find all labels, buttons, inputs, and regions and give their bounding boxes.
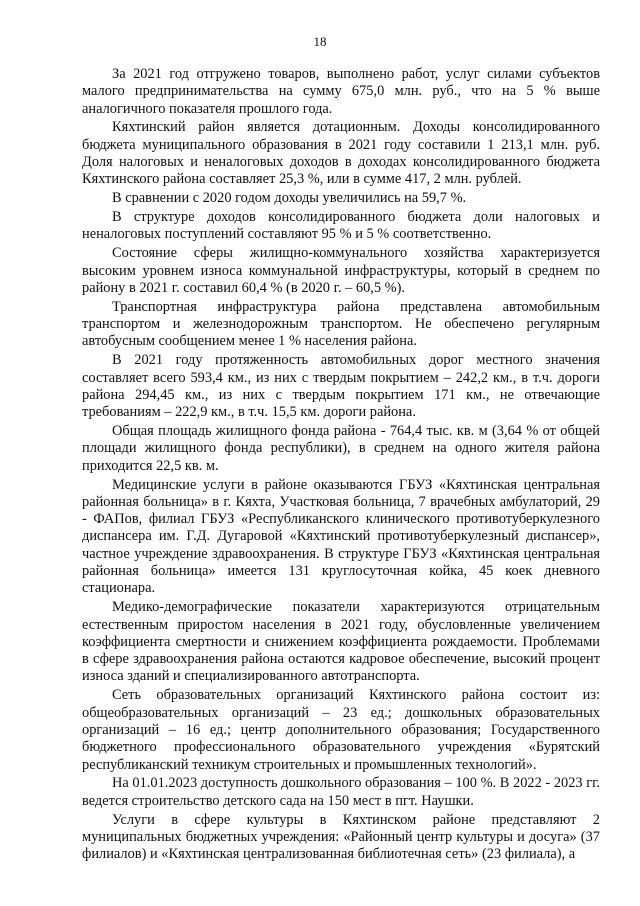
paragraph-medical-services: Медицинские услуги в районе оказываются ГБУЗ «Кяхтинская центральная районная больница» в г. Кяхта, Участковая больница, 7 врачебных амбулаторий, 29 - ФАПов, филиал ГБУЗ «Республиканского клинического противотуберкулезного диспансера им. Г.Д. Дугаровой «Кяхтинский противотуберкулезный диспансер», частное учреждение здравоохранения. В структуре ГБУЗ «Кяхтинская центральная районная больница» имеется 131 круглосуточная койка, 45 коек дневного стационара.	[82, 476, 600, 597]
paragraph-preschool: На 01.01.2023 доступность дошкольного образования – 100 %. В 2022 - 2023 гг. ведется строительство детского сада на 150 мест в пгт. Наушки.	[82, 775, 600, 809]
paragraph-revenue-growth: В сравнении с 2020 годом доходы увеличились на 59,7 %.	[112, 190, 467, 207]
paragraph-culture: Услуги в сфере культуры в Кяхтинском районе представляют 2 муниципальных бюджетных учреждения: «Районный центр культуры и досуга» (37 филиалов) и «Кяхтинская централизованная библиотечная сеть» (23 филиала), а	[82, 811, 600, 863]
paragraph-budget-revenue: Кяхтинский район является дотационным. Доходы консолидированного бюджета муниципального образования в 2021 году составили 1 213,1 млн. руб. Доля налоговых и неналоговых доходов в доходах консолидированного бюджета Кяхтинского района составляет 25,3 %, или в сумме 417, 2 млн. рублей.	[82, 119, 600, 188]
paragraph-roads: В 2021 году протяженность автомобильных дорог местного значения составляет всего 593,4 км., из них с твердым покрытием – 242,2 км., в т.ч. дороги района 294,45 км., из них с твердым покрытием 171 км., не отвечающие требованиям – 222,9 км., в т.ч. 15,5 км. дороги района.	[82, 352, 600, 421]
paragraph-housing-stock: Общая площадь жилищного фонда района - 764,4 тыс. кв. м (3,64 % от общей площади жилищного фонда республики), в среднем на одного жителя района приходится 22,5 кв. м.	[82, 423, 600, 474]
page-number: 18	[313, 34, 327, 49]
paragraph-revenue-structure: В структуре доходов консолидированного бюджета доли налоговых и неналоговых поступлений составляют 95 % и 5 % соответственно.	[82, 209, 600, 243]
document-body	[82, 66, 600, 865]
paragraph-housing-utilities: Состояние сферы жилищно-коммунального хозяйства характеризуется высоким уровнем износа коммунальной инфраструктуры, который в среднем по району в 2021 г. составил 60,4 % (в 2020 г. – 60,5 %).	[82, 245, 600, 296]
paragraph-small-business: За 2021 год отгружено товаров, выполнено работ, услуг силами субъектов малого предпринимательства на сумму 675,0 млн. руб., что на 5 % выше аналогичного показателя прошлого года.	[82, 66, 600, 117]
paragraph-transport: Транспортная инфраструктура района представлена автомобильным транспортом и железнодорожным транспортом. Не обеспечено регулярным автобусным сообщением менее 1 % населения района.	[82, 298, 600, 350]
paragraph-education-network: Сеть образовательных организаций Кяхтинского района состоит из: общеобразовательных организаций – 23 ед.; дошкольных образовательных организаций – 16 ед.; центр дополнительного образования; Государственного бюджетного профессионального образовательного учреждения «Бурятский республиканский техникум строительных и промышленных технологий».	[82, 687, 600, 773]
paragraph-demographics: Медико-демографические показатели характеризуются отрицательным естественным приростом населения в 2021 году, обусловленные увеличением коэффициента смертности и снижением коэффициента рождаемости. Проблемами в сфере здравоохранения района остаются кадровое обеспечение, высокий процент износа зданий и специализированного автотранспорта.	[82, 599, 600, 685]
